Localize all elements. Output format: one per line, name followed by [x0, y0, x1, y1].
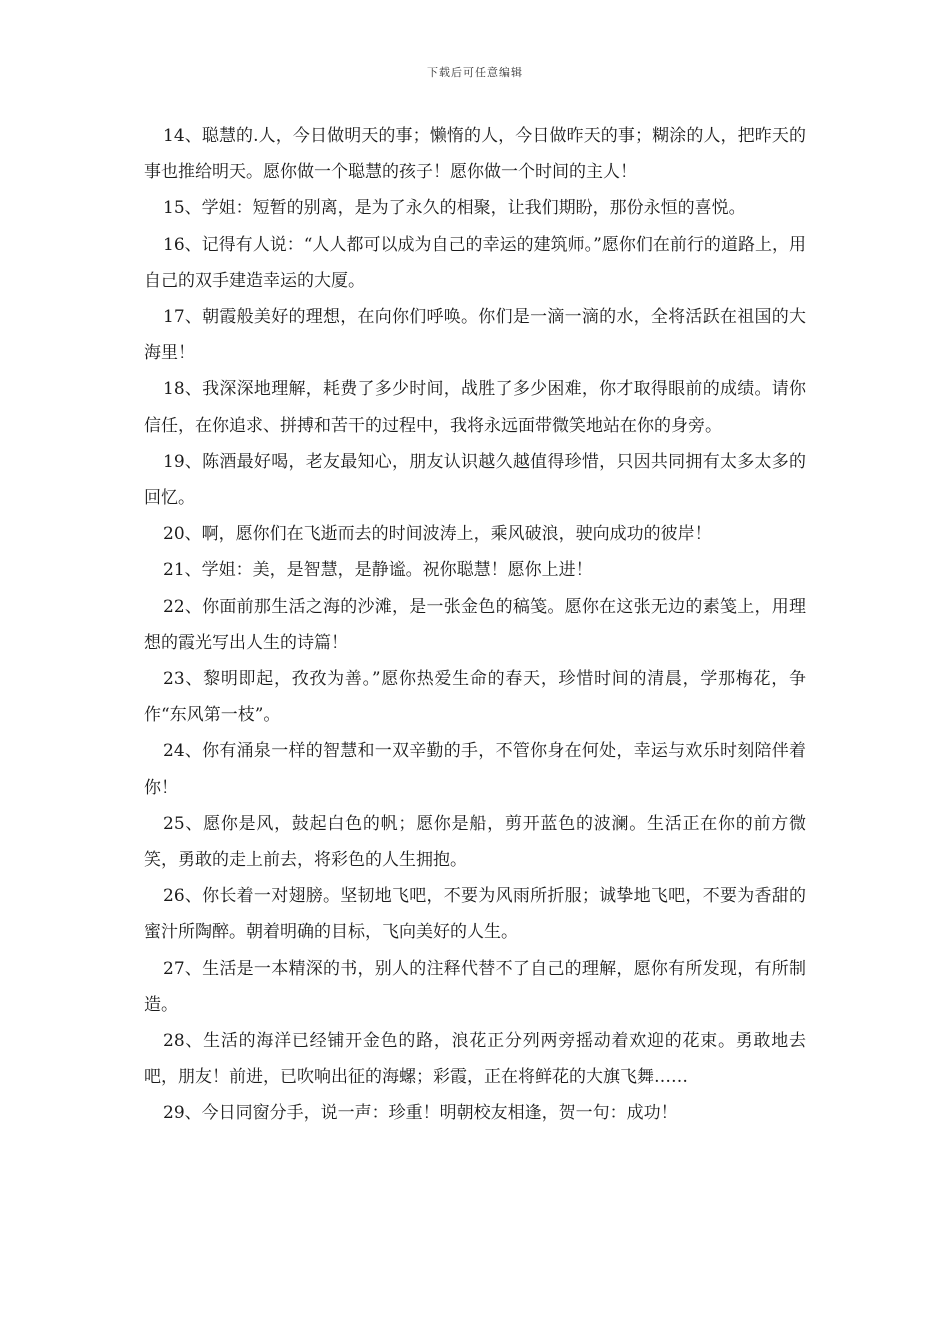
paragraph-29: 29、今日同窗分手，说一声：珍重！明朝校友相逢，贺一句：成功！ [163, 1103, 678, 1124]
paragraph-20: 20、啊，愿你们在飞逝而去的时间波涛上，乘风破浪，驶向成功的彼岸！ [163, 524, 712, 545]
paragraph-24: 24、你有涌泉一样的智慧和一双辛勤的手，不管你身在何处，幸运与欢乐时刻陪伴着你！ [144, 741, 806, 798]
document-body [144, 118, 806, 1132]
paragraph-26: 26、你长着一对翅膀。坚韧地飞吧，不要为风雨所折服；诚挚地飞吧，不要为香甜的蜜汁所陶醉。朝着明确的目标，飞向美好的人生。 [144, 886, 806, 943]
paragraph-19: 19、陈酒最好喝，老友最知心，朋友认识越久越值得珍惜，只因共同拥有太多太多的回忆。 [144, 451, 806, 509]
paragraph-21: 21、学姐：美，是智慧，是静谧。祝你聪慧！愿你上进！ [163, 560, 593, 581]
paragraph-28: 28、生活的海洋已经铺开金色的路，浪花正分列两旁摇动着欢迎的花束。勇敢地去吧，朋友！前进，已吹响出征的海螺；彩霞，正在将鲜花的大旗飞舞…… [144, 1031, 806, 1088]
paragraph-17: 17、朝霞般美好的理想，在向你们呼唤。你们是一滴一滴的水，全将活跃在祖国的大海里！ [144, 307, 806, 364]
paragraph-23: 23、黎明即起，孜孜为善。”愿你热爱生命的春天，珍惜时间的清晨，学那梅花，争作“东风第一枝”。 [144, 669, 806, 726]
page-header: 下载后可任意编辑 [427, 66, 523, 79]
paragraph-16: 16、记得有人说：“人人都可以成为自己的幸运的建筑师。”愿你们在前行的道路上，用自己的双手建造幸运的大厦。 [144, 234, 806, 291]
paragraph-22: 22、你面前那生活之海的沙滩，是一张金色的稿笺。愿你在这张无边的素笺上，用理想的霞光写出人生的诗篇！ [144, 596, 806, 653]
paragraph-27: 27、生活是一本精深的书，别人的注释代替不了自己的理解，愿你有所发现，有所制造。 [144, 958, 806, 1015]
paragraph-18: 18、我深深地理解，耗费了多少时间，战胜了多少困难，你才取得眼前的成绩。请你信任，在你追求、拼搏和苦干的过程中，我将永远面带微笑地站在你的身旁。 [144, 379, 806, 436]
paragraph-15: 15、学姐：短暂的别离，是为了永久的相聚，让我们期盼，那份永恒的喜悦。 [163, 198, 746, 219]
paragraph-25: 25、愿你是风，鼓起白色的帆；愿你是船，剪开蓝色的波澜。生活正在你的前方微笑，勇敢的走上前去，将彩色的人生拥抱。 [144, 813, 806, 871]
paragraph-14: 14、聪慧的.人，今日做明天的事；懒惰的人，今日做昨天的事；糊涂的人，把昨天的事也推给明天。愿你做一个聪慧的孩子！愿你做一个时间的主人！ [144, 126, 806, 183]
